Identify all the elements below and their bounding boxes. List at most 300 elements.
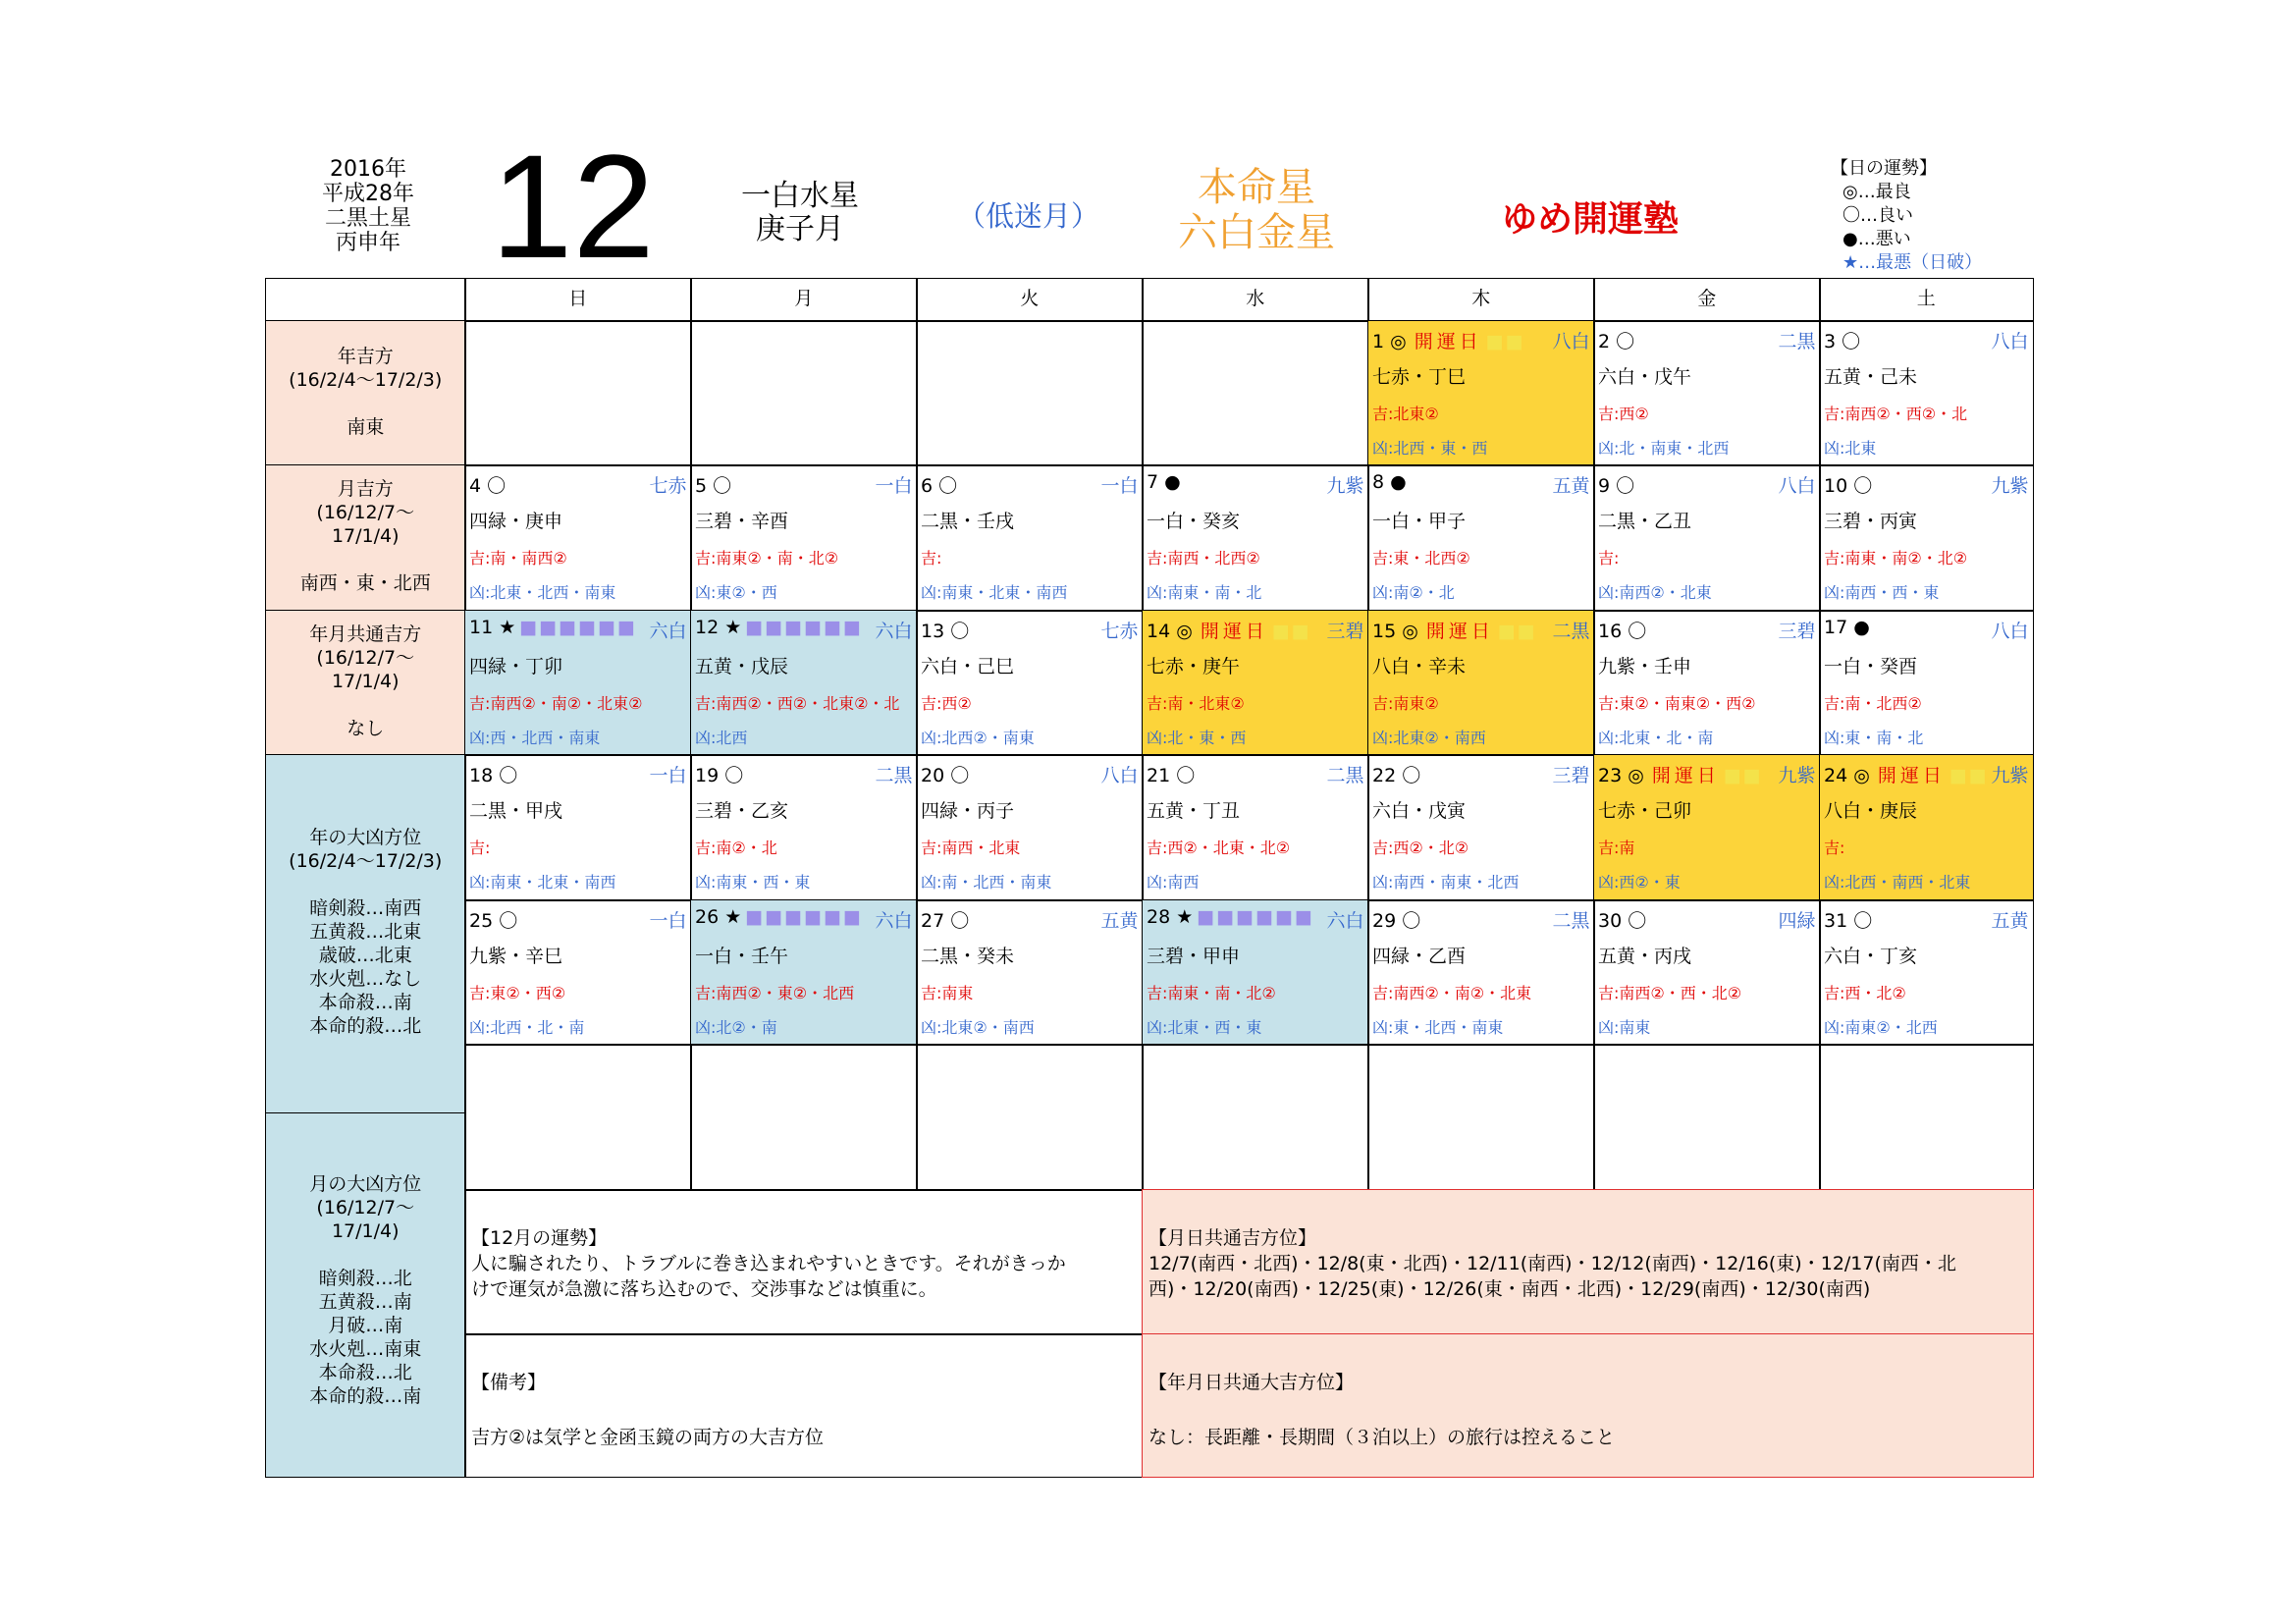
day-cell bbox=[690, 754, 918, 901]
day-kanshi: 二黒・癸未 bbox=[921, 946, 1015, 967]
day-kanshi: 六白・戊寅 bbox=[1372, 800, 1467, 822]
unlucky-directions: 凶:南東・北東・南西 bbox=[469, 873, 616, 892]
unlucky-directions: 凶:北東・北西・南東 bbox=[469, 583, 616, 602]
day-kanshi: 五黄・丙戌 bbox=[1598, 946, 1692, 967]
fortune-mark: 〇 bbox=[950, 910, 970, 932]
day-number-mark bbox=[469, 471, 506, 498]
lucky-directions: 吉:南②・北 bbox=[695, 839, 777, 857]
day-cell bbox=[690, 464, 918, 612]
day-cell bbox=[1367, 320, 1595, 466]
legend-title: 【日の運勢】 bbox=[1831, 158, 1937, 179]
day-kanshi: 五黄・己未 bbox=[1824, 366, 1918, 388]
legend-bad: ●…悪い bbox=[1842, 229, 1911, 249]
empty-day-cell bbox=[1142, 320, 1369, 466]
lucky-directions: 吉:北東② bbox=[1372, 405, 1439, 423]
fortune-mark: 〇 bbox=[950, 621, 970, 642]
unlucky-directions: 凶:南東②・北西 bbox=[1824, 1018, 1938, 1037]
day-cell bbox=[690, 610, 918, 756]
side-line bbox=[266, 548, 465, 571]
note-line: 西)・12/20(南西)・12/25(東)・12/26(東・南西・北西)・12/29(南西)・12/30(南西) bbox=[1148, 1278, 1871, 1300]
unlucky-directions: 凶:南東 bbox=[1598, 1018, 1651, 1037]
corner-cell bbox=[265, 278, 466, 322]
day-number: 1 bbox=[1372, 331, 1385, 352]
day-header bbox=[1372, 906, 1590, 930]
note-title: 【年月日共通大吉方位】 bbox=[1148, 1372, 1355, 1393]
day-star: 八白 bbox=[1552, 331, 1590, 352]
lucky-directions: 吉:西②・北東・北② bbox=[1147, 839, 1291, 857]
lucky-directions: 吉:南 bbox=[1598, 839, 1635, 857]
fortune-mark: ◎ bbox=[1853, 765, 1870, 786]
day-number-mark bbox=[1147, 471, 1181, 493]
month-number: 12 bbox=[491, 124, 655, 289]
lucky-directions: 吉:南西・北東 bbox=[921, 839, 1021, 857]
lucky-directions: 吉:西② bbox=[1598, 405, 1649, 423]
kaiun-day-label: 開運日 bbox=[1651, 765, 1720, 786]
weekday-label: 土 bbox=[1916, 288, 1936, 309]
day-kanshi: 三碧・甲申 bbox=[1147, 946, 1241, 967]
fortune-mark: 〇 bbox=[938, 475, 958, 497]
lucky-directions: 吉:南東 bbox=[921, 984, 974, 1002]
day-cell bbox=[690, 899, 918, 1046]
day-number: 31 bbox=[1824, 910, 1848, 932]
fortune-mark: 〇 bbox=[950, 765, 970, 786]
day-number-mark bbox=[1147, 761, 1195, 787]
lucky-directions: 吉:南・南西② bbox=[469, 549, 567, 568]
lucky-directions: 吉:東・北西② bbox=[1372, 549, 1470, 568]
day-number-mark bbox=[695, 906, 863, 928]
day-kanshi: 八白・辛未 bbox=[1372, 656, 1467, 677]
fortune-mark: 〇 bbox=[1853, 910, 1873, 932]
honmei-line: 本命星 bbox=[1198, 165, 1315, 210]
weekday-header bbox=[1367, 278, 1595, 322]
day-header bbox=[1147, 471, 1364, 495]
day-cell bbox=[1367, 754, 1595, 901]
day-number: 12 bbox=[695, 617, 720, 638]
unlucky-directions: 凶:南東・南・北 bbox=[1147, 583, 1262, 602]
day-star: 八白 bbox=[1991, 621, 2029, 642]
unlucky-directions: 凶:東・北西・南東 bbox=[1372, 1018, 1504, 1037]
fortune-mark: 〇 bbox=[499, 910, 518, 932]
side-line: 月の大凶方位 bbox=[309, 1173, 422, 1195]
side-line: 暗剣殺…南西 bbox=[309, 897, 422, 919]
note-line: 12/7(南西・北西)・12/8(東・北西)・12/11(南西)・12/12(南西)・12/16(東)・12/17(南西・北 bbox=[1148, 1253, 1956, 1274]
day-kanshi: 四緑・丁卯 bbox=[469, 656, 563, 677]
weekday-label: 水 bbox=[1246, 288, 1265, 309]
side-line: (16/12/7～ bbox=[316, 502, 415, 523]
day-star: 一白 bbox=[649, 765, 687, 786]
decor-squares: ■■■■■■ bbox=[745, 906, 863, 928]
side-line: 本命殺…南 bbox=[318, 992, 412, 1013]
day-number-mark bbox=[1824, 471, 1872, 498]
day-star: 九紫 bbox=[1991, 475, 2029, 497]
month-star bbox=[726, 180, 874, 246]
side-nenkiho bbox=[265, 320, 466, 466]
fortune-mark: 〇 bbox=[1616, 331, 1635, 352]
day-kanshi: 四緑・丙子 bbox=[921, 800, 1015, 822]
side-line: 17/1/4) bbox=[331, 525, 400, 547]
day-number-mark bbox=[1372, 761, 1420, 787]
day-cell bbox=[1593, 610, 1821, 756]
day-cell bbox=[1142, 899, 1369, 1046]
fortune-mark: ★ bbox=[724, 617, 742, 638]
side-line bbox=[266, 392, 465, 415]
day-kanshi: 七赤・庚午 bbox=[1147, 656, 1241, 677]
lucky-directions: 吉:南・北西② bbox=[1824, 694, 1922, 713]
day-cell bbox=[1819, 754, 2034, 901]
day-number: 6 bbox=[921, 475, 934, 497]
unlucky-directions: 凶:東・南・北 bbox=[1824, 729, 1924, 747]
day-kanshi: 三碧・辛酉 bbox=[695, 511, 789, 532]
side-getsukiho bbox=[265, 464, 466, 612]
day-cell bbox=[1367, 464, 1595, 612]
day-number-mark bbox=[695, 761, 743, 787]
day-star: 六白 bbox=[649, 621, 687, 642]
day-number: 4 bbox=[469, 475, 482, 497]
unlucky-directions: 凶:南西・南東・北西 bbox=[1372, 873, 1520, 892]
lucky-directions: 吉:南東・南②・北② bbox=[1824, 549, 1968, 568]
lucky-directions: 吉:南東② bbox=[1372, 694, 1439, 713]
day-star: 七赤 bbox=[649, 475, 687, 497]
day-star: 七赤 bbox=[1100, 621, 1139, 642]
year-line: 丙申年 bbox=[335, 231, 400, 255]
side-line: 年の大凶方位 bbox=[309, 827, 422, 848]
day-star: 九紫 bbox=[1326, 475, 1364, 497]
day-number-mark bbox=[469, 761, 517, 787]
honmei-line: 六白金星 bbox=[1178, 210, 1335, 255]
day-cell bbox=[1593, 899, 1821, 1046]
day-number-mark bbox=[1824, 761, 1989, 787]
fortune-mark: ◎ bbox=[1402, 621, 1418, 642]
unlucky-directions: 凶:西②・東 bbox=[1598, 873, 1681, 892]
lucky-directions: 吉:西・北② bbox=[1824, 984, 1906, 1002]
lucky-directions: 吉:南西②・南②・北東② bbox=[469, 694, 643, 713]
weekday-header bbox=[1819, 278, 2034, 322]
day-number: 20 bbox=[921, 765, 945, 786]
day-number-mark bbox=[1824, 327, 1860, 353]
day-header bbox=[1824, 761, 2029, 785]
weekday-header bbox=[464, 278, 692, 322]
day-header bbox=[921, 906, 1139, 930]
note-line: 人に騙されたり、トラブルに巻き込まれやすいときです。それがきっか bbox=[471, 1253, 1066, 1274]
year-line: 二黒土星 bbox=[324, 206, 411, 231]
weekday-header bbox=[1593, 278, 1821, 322]
brand-title: ゆめ開運塾 bbox=[1502, 199, 1680, 240]
day-star: 八白 bbox=[1100, 765, 1139, 786]
day-header bbox=[1598, 327, 1816, 351]
day-number-mark bbox=[1598, 617, 1646, 643]
day-number-mark bbox=[921, 761, 969, 787]
weekday-label: 木 bbox=[1471, 288, 1491, 309]
fortune-mark: ● bbox=[1853, 617, 1870, 638]
year-info bbox=[294, 157, 442, 255]
fortune-mark: 〇 bbox=[724, 765, 744, 786]
day-cell bbox=[1367, 610, 1595, 756]
day-cell bbox=[464, 754, 692, 901]
legend-worst: ★…最悪（日破） bbox=[1842, 252, 1983, 273]
day-header bbox=[1824, 906, 2029, 930]
day-kanshi: 二黒・乙丑 bbox=[1598, 511, 1692, 532]
day-number-mark bbox=[1598, 471, 1634, 498]
lucky-directions: 吉:南東②・南・北② bbox=[695, 549, 839, 568]
unlucky-directions: 凶:北②・南 bbox=[695, 1018, 777, 1037]
day-number-mark bbox=[469, 617, 637, 638]
month-star-line: 庚子月 bbox=[756, 212, 844, 246]
kaiun-day-label: 開運日 bbox=[1414, 331, 1482, 352]
year-line: 平成28年 bbox=[322, 182, 414, 206]
lucky-directions: 吉:南西・北西② bbox=[1147, 549, 1260, 568]
day-kanshi: 一白・癸亥 bbox=[1147, 511, 1241, 532]
day-star: 八白 bbox=[1778, 475, 1816, 497]
day-number-mark bbox=[1372, 906, 1420, 933]
note-line: なし：長距離・長期間（３泊以上）の旅行は控えること bbox=[1148, 1427, 1616, 1448]
day-cell bbox=[916, 464, 1144, 612]
side-line: 月破…南 bbox=[328, 1315, 403, 1336]
day-number: 3 bbox=[1824, 331, 1837, 352]
day-kanshi: 六白・己巳 bbox=[921, 656, 1015, 677]
side-line: (16/2/4～17/2/3) bbox=[289, 369, 443, 391]
fortune-mark: ● bbox=[1390, 471, 1407, 493]
fortune-mark: ★ bbox=[1176, 906, 1194, 928]
note-title: 【月日共通吉方位】 bbox=[1148, 1227, 1317, 1249]
day-cell bbox=[1142, 464, 1369, 612]
side-line bbox=[266, 693, 465, 717]
day-header bbox=[1372, 617, 1590, 640]
day-cell bbox=[916, 610, 1144, 756]
day-number: 30 bbox=[1598, 910, 1623, 932]
day-header bbox=[469, 471, 687, 495]
day-kanshi: 九紫・辛巳 bbox=[469, 946, 563, 967]
day-star: 六白 bbox=[875, 910, 913, 932]
day-header bbox=[1598, 471, 1816, 495]
day-header bbox=[921, 761, 1139, 785]
lucky-directions: 吉: bbox=[1598, 549, 1620, 568]
weekday-header bbox=[690, 278, 918, 322]
day-number: 27 bbox=[921, 910, 945, 932]
day-number: 8 bbox=[1372, 471, 1385, 493]
day-header bbox=[921, 471, 1139, 495]
day-number: 9 bbox=[1598, 475, 1611, 497]
lucky-directions: 吉:西② bbox=[921, 694, 972, 713]
weekday-label: 金 bbox=[1697, 288, 1717, 309]
day-number: 18 bbox=[469, 765, 494, 786]
day-number-mark bbox=[921, 471, 957, 498]
day-star: 五黄 bbox=[1991, 910, 2029, 932]
day-header bbox=[469, 617, 687, 640]
empty-day-cell bbox=[690, 1044, 918, 1191]
day-star: 六白 bbox=[875, 621, 913, 642]
day-star: 二黒 bbox=[875, 765, 913, 786]
day-header bbox=[1147, 761, 1364, 785]
lucky-directions: 吉: bbox=[469, 839, 491, 857]
decor-squares: ■■■■■■ bbox=[519, 617, 637, 638]
day-number: 21 bbox=[1147, 765, 1171, 786]
empty-day-cell bbox=[1593, 1044, 1821, 1191]
day-star: 一白 bbox=[649, 910, 687, 932]
fortune-mark: ★ bbox=[724, 906, 742, 928]
decor-squares: ■■ bbox=[1949, 765, 1989, 786]
day-number: 11 bbox=[469, 617, 494, 638]
day-header bbox=[1824, 327, 2029, 351]
lucky-directions: 吉:南・北東② bbox=[1147, 694, 1245, 713]
day-star: 六白 bbox=[1326, 910, 1364, 932]
day-star: 一白 bbox=[1100, 475, 1139, 497]
day-number: 23 bbox=[1598, 765, 1623, 786]
day-header bbox=[1147, 617, 1364, 640]
unlucky-directions: 凶:南西②・北東 bbox=[1598, 583, 1712, 602]
weekday-label: 火 bbox=[1020, 288, 1040, 309]
day-header bbox=[1372, 471, 1590, 495]
unlucky-directions: 凶:東②・西 bbox=[695, 583, 777, 602]
decor-squares: ■■ bbox=[1485, 331, 1525, 352]
day-cell bbox=[1593, 754, 1821, 901]
unlucky-directions: 凶:南西・西・東 bbox=[1824, 583, 1940, 602]
day-star: 三碧 bbox=[1778, 621, 1816, 642]
day-number-mark bbox=[1598, 761, 1763, 787]
unlucky-directions: 凶:北東②・南西 bbox=[1372, 729, 1486, 747]
day-number-mark bbox=[921, 617, 969, 643]
day-cell bbox=[1819, 464, 2034, 612]
day-number: 19 bbox=[695, 765, 720, 786]
common-directions-note bbox=[1142, 1189, 2034, 1335]
day-number-mark bbox=[1598, 327, 1634, 353]
fortune-mark: 〇 bbox=[1628, 621, 1647, 642]
day-header bbox=[1824, 617, 2029, 640]
day-header bbox=[1372, 761, 1590, 785]
day-star: 四緑 bbox=[1778, 910, 1816, 932]
day-kanshi: 五黄・戊辰 bbox=[695, 656, 789, 677]
empty-day-cell bbox=[464, 320, 692, 466]
side-line bbox=[266, 1243, 465, 1267]
month-status: （低迷月） bbox=[957, 199, 1100, 233]
weekday-label: 日 bbox=[568, 288, 588, 309]
lucky-directions: 吉: bbox=[1824, 839, 1845, 857]
decor-squares: ■■ bbox=[1497, 621, 1537, 642]
day-kanshi: 一白・壬午 bbox=[695, 946, 789, 967]
day-kanshi: 二黒・壬戌 bbox=[921, 511, 1015, 532]
lucky-directions: 吉:南西②・西②・北 bbox=[1824, 405, 1968, 423]
lucky-directions: 吉:東②・南東②・西② bbox=[1598, 694, 1756, 713]
side-line: 歳破…北東 bbox=[318, 945, 412, 966]
day-number: 28 bbox=[1147, 906, 1171, 928]
great-lucky-note bbox=[1142, 1333, 2034, 1478]
side-line: 本命的殺…北 bbox=[309, 1015, 422, 1037]
day-cell bbox=[1142, 754, 1369, 901]
day-cell bbox=[464, 899, 692, 1046]
decor-squares: ■■ bbox=[1723, 765, 1763, 786]
side-line: 水火剋…なし bbox=[309, 968, 422, 990]
day-kanshi: 三碧・丙寅 bbox=[1824, 511, 1918, 532]
unlucky-directions: 凶:北東・西・東 bbox=[1147, 1018, 1262, 1037]
side-common bbox=[265, 610, 466, 756]
day-number: 10 bbox=[1824, 475, 1848, 497]
day-number-mark bbox=[1372, 471, 1407, 493]
note-line: けで運気が急激に落ち込むので、交渉事などは慎重に。 bbox=[471, 1278, 937, 1300]
empty-day-cell bbox=[464, 1044, 692, 1191]
side-line: (16/2/4～17/2/3) bbox=[289, 850, 443, 872]
fortune-mark: 〇 bbox=[1402, 765, 1421, 786]
day-kanshi: 一白・癸酉 bbox=[1824, 656, 1918, 677]
fortune-mark: 〇 bbox=[1616, 475, 1635, 497]
day-kanshi: 七赤・己卯 bbox=[1598, 800, 1692, 822]
day-number-mark bbox=[921, 906, 969, 933]
side-line: 本命的殺…南 bbox=[309, 1385, 422, 1407]
lucky-directions: 吉:東②・西② bbox=[469, 984, 566, 1002]
side-line: なし bbox=[347, 718, 385, 739]
legend-best: ◎…最良 bbox=[1842, 182, 1911, 202]
lucky-directions: 吉:南西②・東②・北西 bbox=[695, 984, 855, 1002]
day-kanshi: 四緑・乙酉 bbox=[1372, 946, 1467, 967]
weekday-header bbox=[1142, 278, 1369, 322]
remarks-note bbox=[464, 1333, 1144, 1478]
fortune-mark: ◎ bbox=[1628, 765, 1644, 786]
fortune-mark: 〇 bbox=[499, 765, 518, 786]
day-number: 29 bbox=[1372, 910, 1397, 932]
day-header bbox=[469, 906, 687, 930]
day-kanshi: 二黒・甲戌 bbox=[469, 800, 563, 822]
day-kanshi: 九紫・壬申 bbox=[1598, 656, 1692, 677]
day-cell bbox=[1593, 464, 1821, 612]
day-header bbox=[695, 617, 913, 640]
day-number: 26 bbox=[695, 906, 720, 928]
year-line: 2016年 bbox=[330, 157, 406, 182]
day-star: 一白 bbox=[875, 475, 913, 497]
unlucky-directions: 凶:北東②・南西 bbox=[921, 1018, 1035, 1037]
unlucky-directions: 凶:南東・西・東 bbox=[695, 873, 811, 892]
side-line bbox=[266, 873, 465, 896]
day-header bbox=[1372, 327, 1590, 351]
empty-day-cell bbox=[1142, 1044, 1369, 1191]
day-kanshi: 六白・丁亥 bbox=[1824, 946, 1918, 967]
day-cell bbox=[916, 899, 1144, 1046]
day-cell bbox=[1819, 899, 2034, 1046]
day-number: 16 bbox=[1598, 621, 1623, 642]
day-header bbox=[695, 761, 913, 785]
unlucky-directions: 凶:北西・南西・北東 bbox=[1824, 873, 1971, 892]
day-star: 九紫 bbox=[1778, 765, 1816, 786]
day-number: 17 bbox=[1824, 617, 1848, 638]
side-line: 五黄殺…南 bbox=[318, 1291, 412, 1313]
day-number-mark bbox=[695, 471, 731, 498]
weekday-header bbox=[916, 278, 1144, 322]
day-number-mark bbox=[1824, 906, 1872, 933]
unlucky-directions: 凶:南②・北 bbox=[1372, 583, 1455, 602]
side-line: 年月共通吉方 bbox=[309, 623, 422, 645]
day-star: 二黒 bbox=[1778, 331, 1816, 352]
fortune-mark: 〇 bbox=[1176, 765, 1196, 786]
day-header bbox=[695, 906, 913, 930]
fortune-mark: 〇 bbox=[1842, 331, 1861, 352]
honmei-star bbox=[1158, 165, 1355, 255]
fortune-mark: 〇 bbox=[487, 475, 507, 497]
day-header bbox=[1147, 906, 1364, 930]
decor-squares: ■■■■■■ bbox=[1197, 906, 1314, 928]
fortune-mark: 〇 bbox=[1853, 475, 1873, 497]
day-cell bbox=[1819, 610, 2034, 756]
day-star: 五黄 bbox=[1552, 475, 1590, 497]
lucky-directions: 吉:南東・南・北② bbox=[1147, 984, 1276, 1002]
day-cell bbox=[1593, 320, 1821, 466]
month-fortune-note bbox=[464, 1189, 1144, 1335]
day-kanshi: 五黄・丁丑 bbox=[1147, 800, 1241, 822]
unlucky-directions: 凶:北西②・南東 bbox=[921, 729, 1035, 747]
day-number: 24 bbox=[1824, 765, 1848, 786]
day-cell bbox=[1819, 320, 2034, 466]
day-number: 14 bbox=[1147, 621, 1171, 642]
day-number: 22 bbox=[1372, 765, 1397, 786]
lucky-directions: 吉:南西②・西・北② bbox=[1598, 984, 1742, 1002]
kaiun-day-label: 開運日 bbox=[1877, 765, 1946, 786]
day-header bbox=[1824, 471, 2029, 495]
